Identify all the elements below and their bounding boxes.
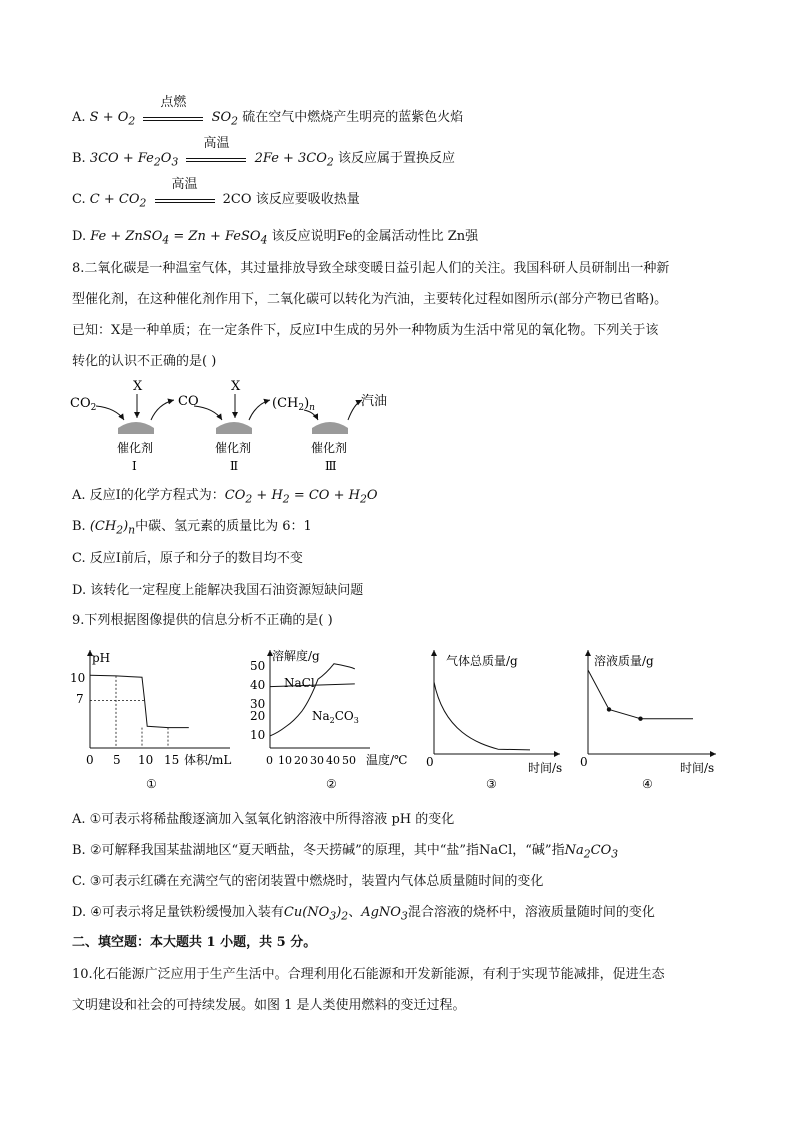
data-point-1 xyxy=(607,707,611,711)
arrow-ch2-out xyxy=(249,400,270,420)
option-text: D. ④可表示将足量铁粉缓慢加入装有 xyxy=(72,905,284,920)
formula: $(CH_2)_n$ xyxy=(89,519,136,537)
x-axis-label: 体积/mL xyxy=(184,753,232,767)
catalyst-1-shape xyxy=(118,422,154,434)
reaction-condition: 高温 xyxy=(186,150,246,162)
chart-number: ② xyxy=(326,777,337,791)
option-text: 混合溶液的烧杯中，溶液质量随时间的变化 xyxy=(407,905,655,920)
tick-x-0: 0 xyxy=(86,753,94,767)
formula: AgNO$_3$ xyxy=(361,905,408,923)
tick-x-0: 0 xyxy=(266,754,273,767)
x-axis-label: 温度/℃ xyxy=(366,753,408,767)
tick-y-50: 50 xyxy=(250,659,266,673)
legend-nacl: NaCl xyxy=(284,676,315,690)
tick-y-40: 40 xyxy=(250,678,266,692)
q8-stem-4: 转化的认识不正确的是( ) xyxy=(72,354,217,369)
x-axis-label: 时间/s xyxy=(528,761,563,775)
q10-line-2: 文明建设和社会的可持续发展。如图 1 是人类使用燃料的变迁过程。 xyxy=(72,998,466,1013)
co2-label: $CO_2$ xyxy=(70,396,97,413)
q9-option-c: C. ③可表示红磷在充满空气的密闭装置中燃烧时，装置内气体总质量随时间的变化 xyxy=(72,874,544,889)
chart-1 xyxy=(60,644,240,794)
separator: 、 xyxy=(348,905,362,920)
co-label: CO xyxy=(178,394,199,409)
q8-option-a xyxy=(72,486,378,510)
equation: $3CO + Fe_2O_3$ xyxy=(89,151,179,169)
reaction-condition: 高温 xyxy=(155,191,215,203)
reaction-2-numeral: Ⅱ xyxy=(230,459,239,473)
q10-line-1: 10.化石能源广泛应用于生产生活中。合理利用化石能源和开发新能源，有利于实现节能减排，促进生态 xyxy=(72,967,665,982)
tick-x-5: 5 xyxy=(113,753,121,767)
q8-stem-1: 8.二氧化碳是一种温室气体，其过量排放导致全球变暖日益引起人们的关注。我国科研人员研制出一种新 xyxy=(72,261,670,276)
data-point-2 xyxy=(638,717,642,721)
q7-option-a xyxy=(72,95,464,132)
equation: $CO_2 + H_2$ = CO + $H_2O$ xyxy=(224,488,378,506)
tick-x-0: 0 xyxy=(580,755,588,769)
gasoline-label: 汽油 xyxy=(361,394,388,409)
chart-number: ④ xyxy=(642,777,653,791)
q9-stem: 9.下列根据图像提供的信息分析不正确的是( ) xyxy=(72,613,333,628)
q9-option-d xyxy=(72,903,655,927)
q7-option-d xyxy=(72,227,478,251)
tick-x-50: 50 xyxy=(342,754,356,767)
q7-option-b xyxy=(72,136,455,173)
chart-3 xyxy=(420,644,590,794)
section-heading: 二、填空题：本大题共 1 小题，共 5 分。 xyxy=(72,935,317,950)
equation: $C + CO_2$ xyxy=(89,192,147,210)
x-label-2: X xyxy=(231,379,241,394)
option-text: 硫在空气中燃烧产生明亮的蓝紫色火焰 xyxy=(242,110,464,125)
tick-y-7: 7 xyxy=(76,692,84,706)
chart-number: ① xyxy=(146,777,157,791)
tick-x-10: 10 xyxy=(138,753,154,767)
chart-number: ③ xyxy=(486,777,497,791)
tick-y-10: 10 xyxy=(70,671,86,685)
equation-product: $2Fe + 3CO_2$ xyxy=(254,151,334,169)
conversion-diagram xyxy=(66,376,406,476)
option-text: 该反应属于置换反应 xyxy=(337,151,455,166)
option-text: 中碳、氢元素的质量比为 6：1 xyxy=(135,519,312,534)
q7-option-c xyxy=(72,177,360,214)
option-text: A. 反应Ⅰ的化学方程式为： xyxy=(72,488,225,503)
reaction-1-numeral: Ⅰ xyxy=(132,459,137,473)
catalyst-1-label: 催化剂 xyxy=(117,441,154,455)
chart-2 xyxy=(244,644,424,794)
q8-option-d: D. 该转化一定程度上能解决我国石油资源短缺问题 xyxy=(72,583,364,598)
option-label: B. xyxy=(72,519,90,534)
option-text: 该反应说明Fe的金属活动性比 Zn强 xyxy=(271,229,479,244)
option-text: 该反应要吸收热量 xyxy=(255,192,360,207)
tick-x-10: 10 xyxy=(278,754,292,767)
catalyst-3-label: 催化剂 xyxy=(311,441,348,455)
solution-mass-line xyxy=(588,670,693,719)
q9-option-b xyxy=(72,841,618,865)
ch2n-label: $(CH_2)_n$ xyxy=(272,396,315,413)
option-label: A. xyxy=(72,110,86,125)
catalyst-2-label: 催化剂 xyxy=(215,441,252,455)
tick-x-15: 15 xyxy=(164,753,180,767)
q9-option-a: A. ①可表示将稀盐酸逐滴加入氢氧化钠溶液中所得溶液 pH 的变化 xyxy=(72,812,455,827)
catalyst-3-shape xyxy=(312,422,348,434)
equation: $S + O_2$ xyxy=(89,110,136,128)
formula: $Cu(NO_3)_2$ xyxy=(283,905,349,923)
y-axis-label: pH xyxy=(92,651,111,665)
q8-option-b xyxy=(72,517,312,541)
formula: $Na_2CO_3$ xyxy=(564,843,619,861)
tick-x-0: 0 xyxy=(426,755,434,769)
tick-x-20: 20 xyxy=(294,754,308,767)
y-axis-label: 气体总质量/g xyxy=(446,654,518,668)
reaction-condition: 点燃 xyxy=(143,109,203,121)
q8-stem-3: 已知：X是一种单质；在一定条件下，反应Ⅰ中生成的另外一种物质为生活中常见的氧化物。下列关于该 xyxy=(72,323,659,338)
ph-curve xyxy=(90,675,189,727)
option-label: C. xyxy=(72,192,86,207)
tick-x-30: 30 xyxy=(310,754,324,767)
tick-y-30: 30 xyxy=(250,697,266,711)
reaction-3-numeral: Ⅲ xyxy=(325,459,337,473)
tick-y-10: 10 xyxy=(250,728,266,742)
arrow-gasoline-out xyxy=(348,400,362,420)
gas-mass-curve xyxy=(434,682,530,750)
equation: Fe + ZnSO$_4$ = Zn + FeSO$_4$ xyxy=(90,229,268,247)
equation-product: 2CO xyxy=(222,192,252,207)
arrow-co-out xyxy=(151,400,174,420)
chart-4 xyxy=(576,644,746,794)
legend-na2co3: $Na_2CO_3$ xyxy=(312,709,359,725)
tick-y-20: 20 xyxy=(250,709,266,723)
na2co3-curve xyxy=(270,664,355,736)
y-axis-label: 溶液质量/g xyxy=(594,654,654,668)
x-axis-label: 时间/s xyxy=(680,761,715,775)
x-label-1: X xyxy=(133,379,143,394)
option-label: B. xyxy=(72,151,86,166)
option-text: B. ②可解释我国某盐湖地区“夏天晒盐，冬天捞碱”的原理，其中“盐”指NaCl，“碱”指 xyxy=(72,843,565,858)
equation-product: $SO_2$ xyxy=(211,110,239,128)
y-axis-label: 溶解度/g xyxy=(272,649,320,663)
q8-option-c: C. 反应Ⅰ前后，原子和分子的数目均不变 xyxy=(72,551,303,566)
catalyst-2-shape xyxy=(216,422,252,434)
tick-x-40: 40 xyxy=(326,754,340,767)
option-label: D. xyxy=(72,229,87,244)
arrow-co2-in xyxy=(96,406,124,420)
q8-stem-2: 型催化剂，在这种催化剂作用下，二氧化碳可以转化为汽油，主要转化过程如图所示(部分产物已省略)。 xyxy=(72,292,668,307)
